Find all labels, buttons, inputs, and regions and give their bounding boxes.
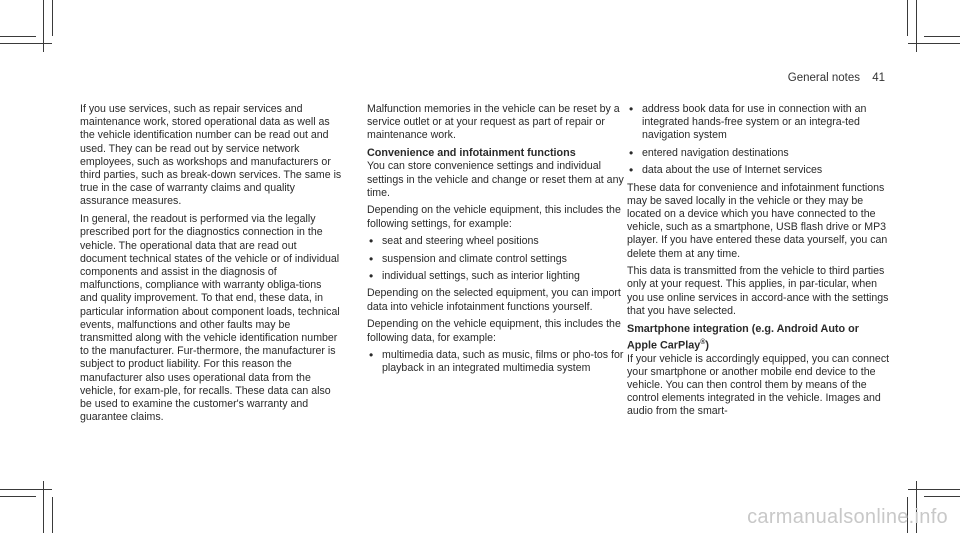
- text-column-2: [367, 103, 629, 380]
- paragraph: Depending on the vehicle equipment, this includes the following settings, for example:: [367, 204, 621, 230]
- heading-line: Apple CarPlay: [627, 339, 701, 352]
- list-item: • multimedia data, such as music, films or pho-tos for playback in an integrated multimedia system: [367, 349, 629, 375]
- page-number: 41: [872, 72, 885, 84]
- section-heading: Convenience and infotainment functions: [367, 147, 576, 160]
- list-item: • data about the use of Internet services: [627, 164, 890, 177]
- paragraph: If your vehicle is accordingly equipped, you can connect your smartphone or another mobile end device to the vehicle. You can then control them by means of the control elements integrated in the vehicle. Images and audio from the smart-: [627, 352, 890, 418]
- paragraph: Depending on the vehicle equipment, this includes the following data, for example:: [367, 318, 621, 344]
- crop-mark: [52, 497, 53, 533]
- section-heading: [627, 323, 890, 353]
- paragraph: This data is transmitted from the vehicle to third parties only at your request. This applies, in par-ticular, when you use online services in accord-ance with the settings that you have selected.: [627, 265, 889, 317]
- paragraph: These data for convenience and infotainment functions may be saved locally in the vehicle or they may be located on a device which you have connected to the vehicle, such as a smartphone, USB flash drive or MP3 player. If you have entered these data yourself, you can delete them at any time.: [627, 181, 888, 260]
- paragraph: Malfunction memories in the vehicle can be reset by a service outlet or at your request as part of repair or maintenance work.: [367, 103, 620, 142]
- text-column-3: [627, 103, 890, 423]
- crop-mark: [52, 0, 53, 36]
- text-column-1: [80, 103, 342, 429]
- bullet-list: [367, 235, 629, 283]
- list-item: • individual settings, such as interior lighting: [367, 270, 629, 283]
- paragraph: You can store convenience settings and individual settings in the vehicle and change or reset them at any time.: [367, 160, 624, 199]
- bullet-list: [627, 103, 890, 177]
- crop-mark: [0, 496, 36, 497]
- crop-mark: [907, 0, 908, 36]
- crop-mark: [43, 0, 44, 52]
- list-item: • suspension and climate control settings: [367, 253, 629, 266]
- registered-mark: ®: [700, 338, 706, 346]
- heading-line: Smartphone integration (e.g. Android Auto or: [627, 322, 859, 335]
- page-header: [788, 72, 885, 84]
- list-item: • seat and steering wheel positions: [367, 235, 629, 248]
- crop-mark: [924, 496, 960, 497]
- list-item: • entered navigation destinations: [627, 147, 890, 160]
- crop-mark: [0, 43, 52, 44]
- paragraph: In general, the readout is performed via the legally prescribed port for the diagnostics connection in the vehicle. The operational data that are read out document technical states of the vehicle or of individual components and assist in the diagnosis of malfunctions, compliance with warranty obliga-tions and quality improvement. To that end, these data, in particular information about component loads, technical events, malfunctions and other faults may be transmitted along with the vehicle identification number to the manufacturer. Fur-thermore, the manufacturer is subject to product liability. For this reason the manufacturer also uses operational data from the vehicle, for exam-ple, for recalls. These data can also be used to examine the customer's warranty and guarantee claims.: [80, 213, 340, 424]
- crop-mark: [0, 36, 36, 37]
- watermark: carmanualsonline.info: [747, 506, 948, 528]
- crop-mark: [0, 489, 52, 490]
- bullet-list: [367, 349, 629, 375]
- section-title: General notes: [787, 72, 860, 84]
- list-item: • address book data for use in connection with an integrated hands-free system or an integra-ted navigation system: [627, 103, 890, 143]
- paragraph: If you use services, such as repair services and maintenance work, stored operational data as well as the vehicle identification number can be read out and used. They can be read out by service network employees, such as workshops and manufacturers or third parties, such as break-down services. The same is true in the case of warranty claims and quality assurance measures.: [80, 103, 342, 208]
- paragraph: Depending on the selected equipment, you can import data into vehicle infotainment functions yourself.: [367, 287, 621, 313]
- heading-paren: ): [705, 339, 709, 352]
- crop-mark: [43, 481, 44, 533]
- crop-mark: [916, 0, 917, 52]
- crop-mark: [924, 36, 960, 37]
